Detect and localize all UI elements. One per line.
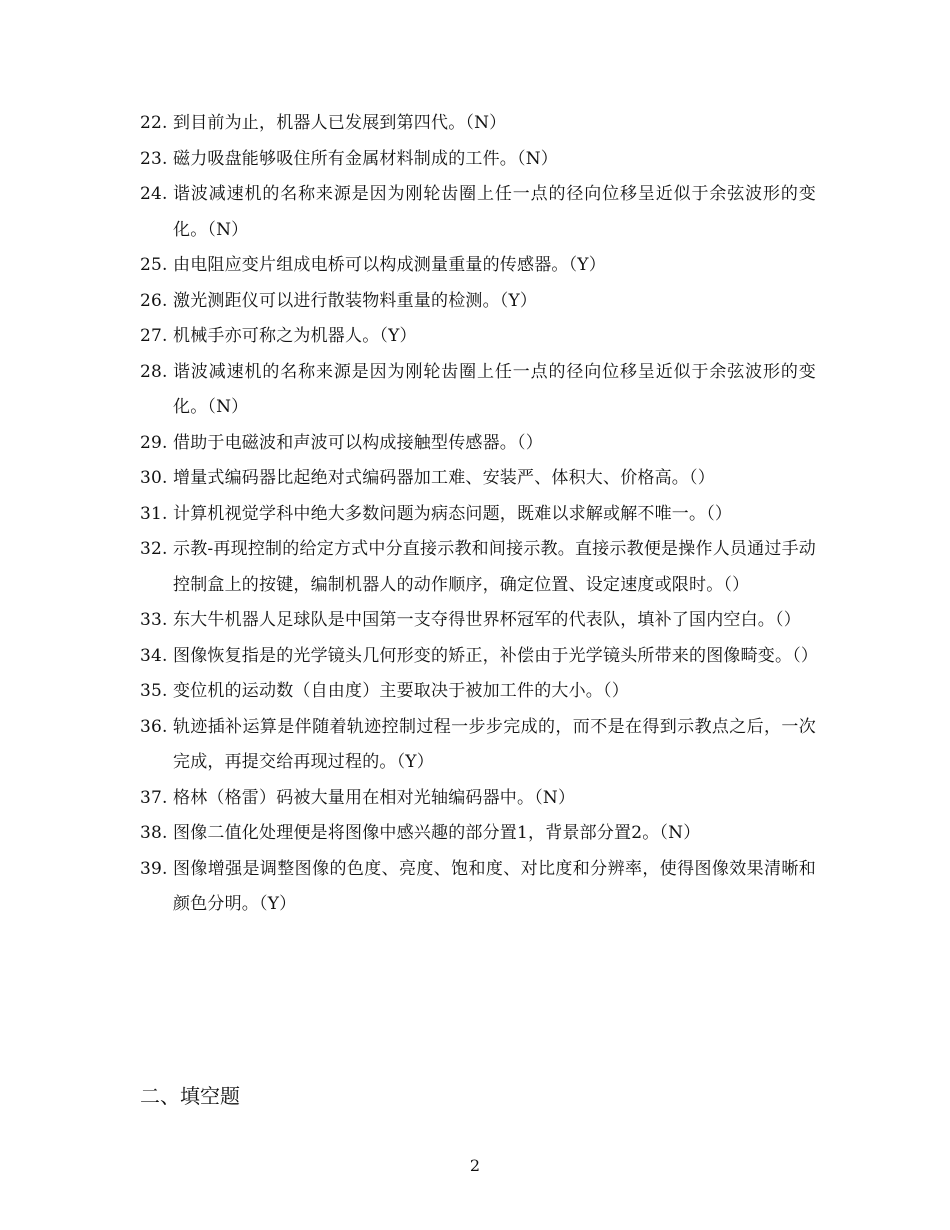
- question-number: 31.: [140, 503, 168, 524]
- question-item: [140, 603, 816, 639]
- question-item: [140, 639, 819, 675]
- question-item: [140, 852, 816, 923]
- true-false-question-list: [140, 106, 819, 923]
- question-item: [140, 142, 816, 178]
- question-text: 轨迹插补运算是伴随着轨迹控制过程一步步完成的，而不是在得到示教点之后，一次完成，再提交给再现过程的。（Y）: [173, 716, 816, 772]
- question-item: [140, 674, 816, 710]
- question-text: 示教-再现控制的给定方式中分直接示教和间接示教。直接示教便是操作人员通过手动控制盒上的按键，编制机器人的动作顺序，确定位置、设定速度或限时。（）: [173, 539, 816, 595]
- question-number: 39.: [140, 858, 168, 879]
- question-number: 37.: [140, 787, 168, 808]
- question-text: 机械手亦可称之为机器人。（Y）: [173, 326, 417, 346]
- question-number: 26.: [140, 290, 168, 311]
- question-item: [140, 532, 816, 603]
- question-number: 32.: [140, 539, 168, 559]
- question-item: [140, 177, 816, 248]
- question-number: 24.: [140, 184, 168, 204]
- page-number: 2: [469, 1156, 481, 1175]
- question-item: [140, 319, 816, 355]
- question-item: [140, 816, 816, 852]
- question-text: 图像增强是调整图像的色度、亮度、饱和度、对比度和分辨率，使得图像效果清晰和颜色分明。（Y）: [173, 858, 816, 914]
- question-text: 谐波减速机的名称来源是因为刚轮齿圈上任一点的径向位移呈近似于余弦波形的变化。（N）: [173, 361, 816, 417]
- question-text: 增量式编码器比起绝对式编码器加工难、安装严、体积大、价格高。（）: [173, 468, 715, 488]
- question-number: 28.: [140, 361, 168, 382]
- question-text: 图像恢复指是的光学镜头几何形变的矫正，补偿由于光学镜头所带来的图像畸变。（）: [173, 645, 819, 666]
- question-item: [140, 461, 816, 497]
- question-number: 23.: [140, 148, 168, 169]
- question-item: [140, 355, 816, 426]
- question-text: 计算机视觉学科中绝大多数问题为病态问题，既难以求解或解不唯一。（）: [173, 503, 733, 524]
- question-number: 29.: [140, 432, 168, 453]
- question-item: [140, 426, 816, 462]
- question-number: 38.: [140, 823, 168, 843]
- question-text: 谐波减速机的名称来源是因为刚轮齿圈上任一点的径向位移呈近似于余弦波形的变化。（N）: [173, 184, 816, 240]
- question-number: 34.: [140, 645, 168, 666]
- question-item: [140, 781, 816, 817]
- question-number: 36.: [140, 716, 168, 737]
- question-text: 到目前为止，机器人已发展到第四代。（N）: [173, 113, 507, 133]
- question-text: 图像二值化处理便是将图像中感兴趣的部分置1，背景部分置2。（N）: [173, 823, 701, 843]
- question-text: 变位机的运动数（自由度）主要取决于被加工件的大小。（）: [173, 681, 629, 701]
- question-text: 格林（格雷）码被大量用在相对光轴编码器中。（N）: [173, 787, 576, 808]
- question-item: [140, 710, 816, 781]
- question-number: 35.: [140, 681, 168, 701]
- question-item: [140, 248, 816, 284]
- question-text: 磁力吸盘能够吸住所有金属材料制成的工件。（N）: [173, 148, 558, 169]
- question-text: 激光测距仪可以进行散装物料重量的检测。（Y）: [173, 290, 538, 311]
- question-number: 27.: [140, 326, 168, 346]
- question-text: 由电阻应变片组成电桥可以构成测量重量的传感器。（Y）: [173, 255, 606, 275]
- question-number: 22.: [140, 113, 168, 133]
- question-number: 33.: [140, 610, 168, 630]
- question-item: [140, 497, 816, 533]
- question-item: [140, 284, 816, 320]
- question-item: [140, 106, 816, 142]
- question-text: 东大牛机器人足球队是中国第一支夺得世界杯冠军的代表队，填补了国内空白。（）: [173, 610, 801, 630]
- question-number: 30.: [140, 468, 168, 488]
- section-heading: 二、填空题: [140, 1084, 240, 1108]
- question-text: 借助于电磁波和声波可以构成接触型传感器。（）: [173, 432, 543, 453]
- question-number: 25.: [140, 255, 168, 275]
